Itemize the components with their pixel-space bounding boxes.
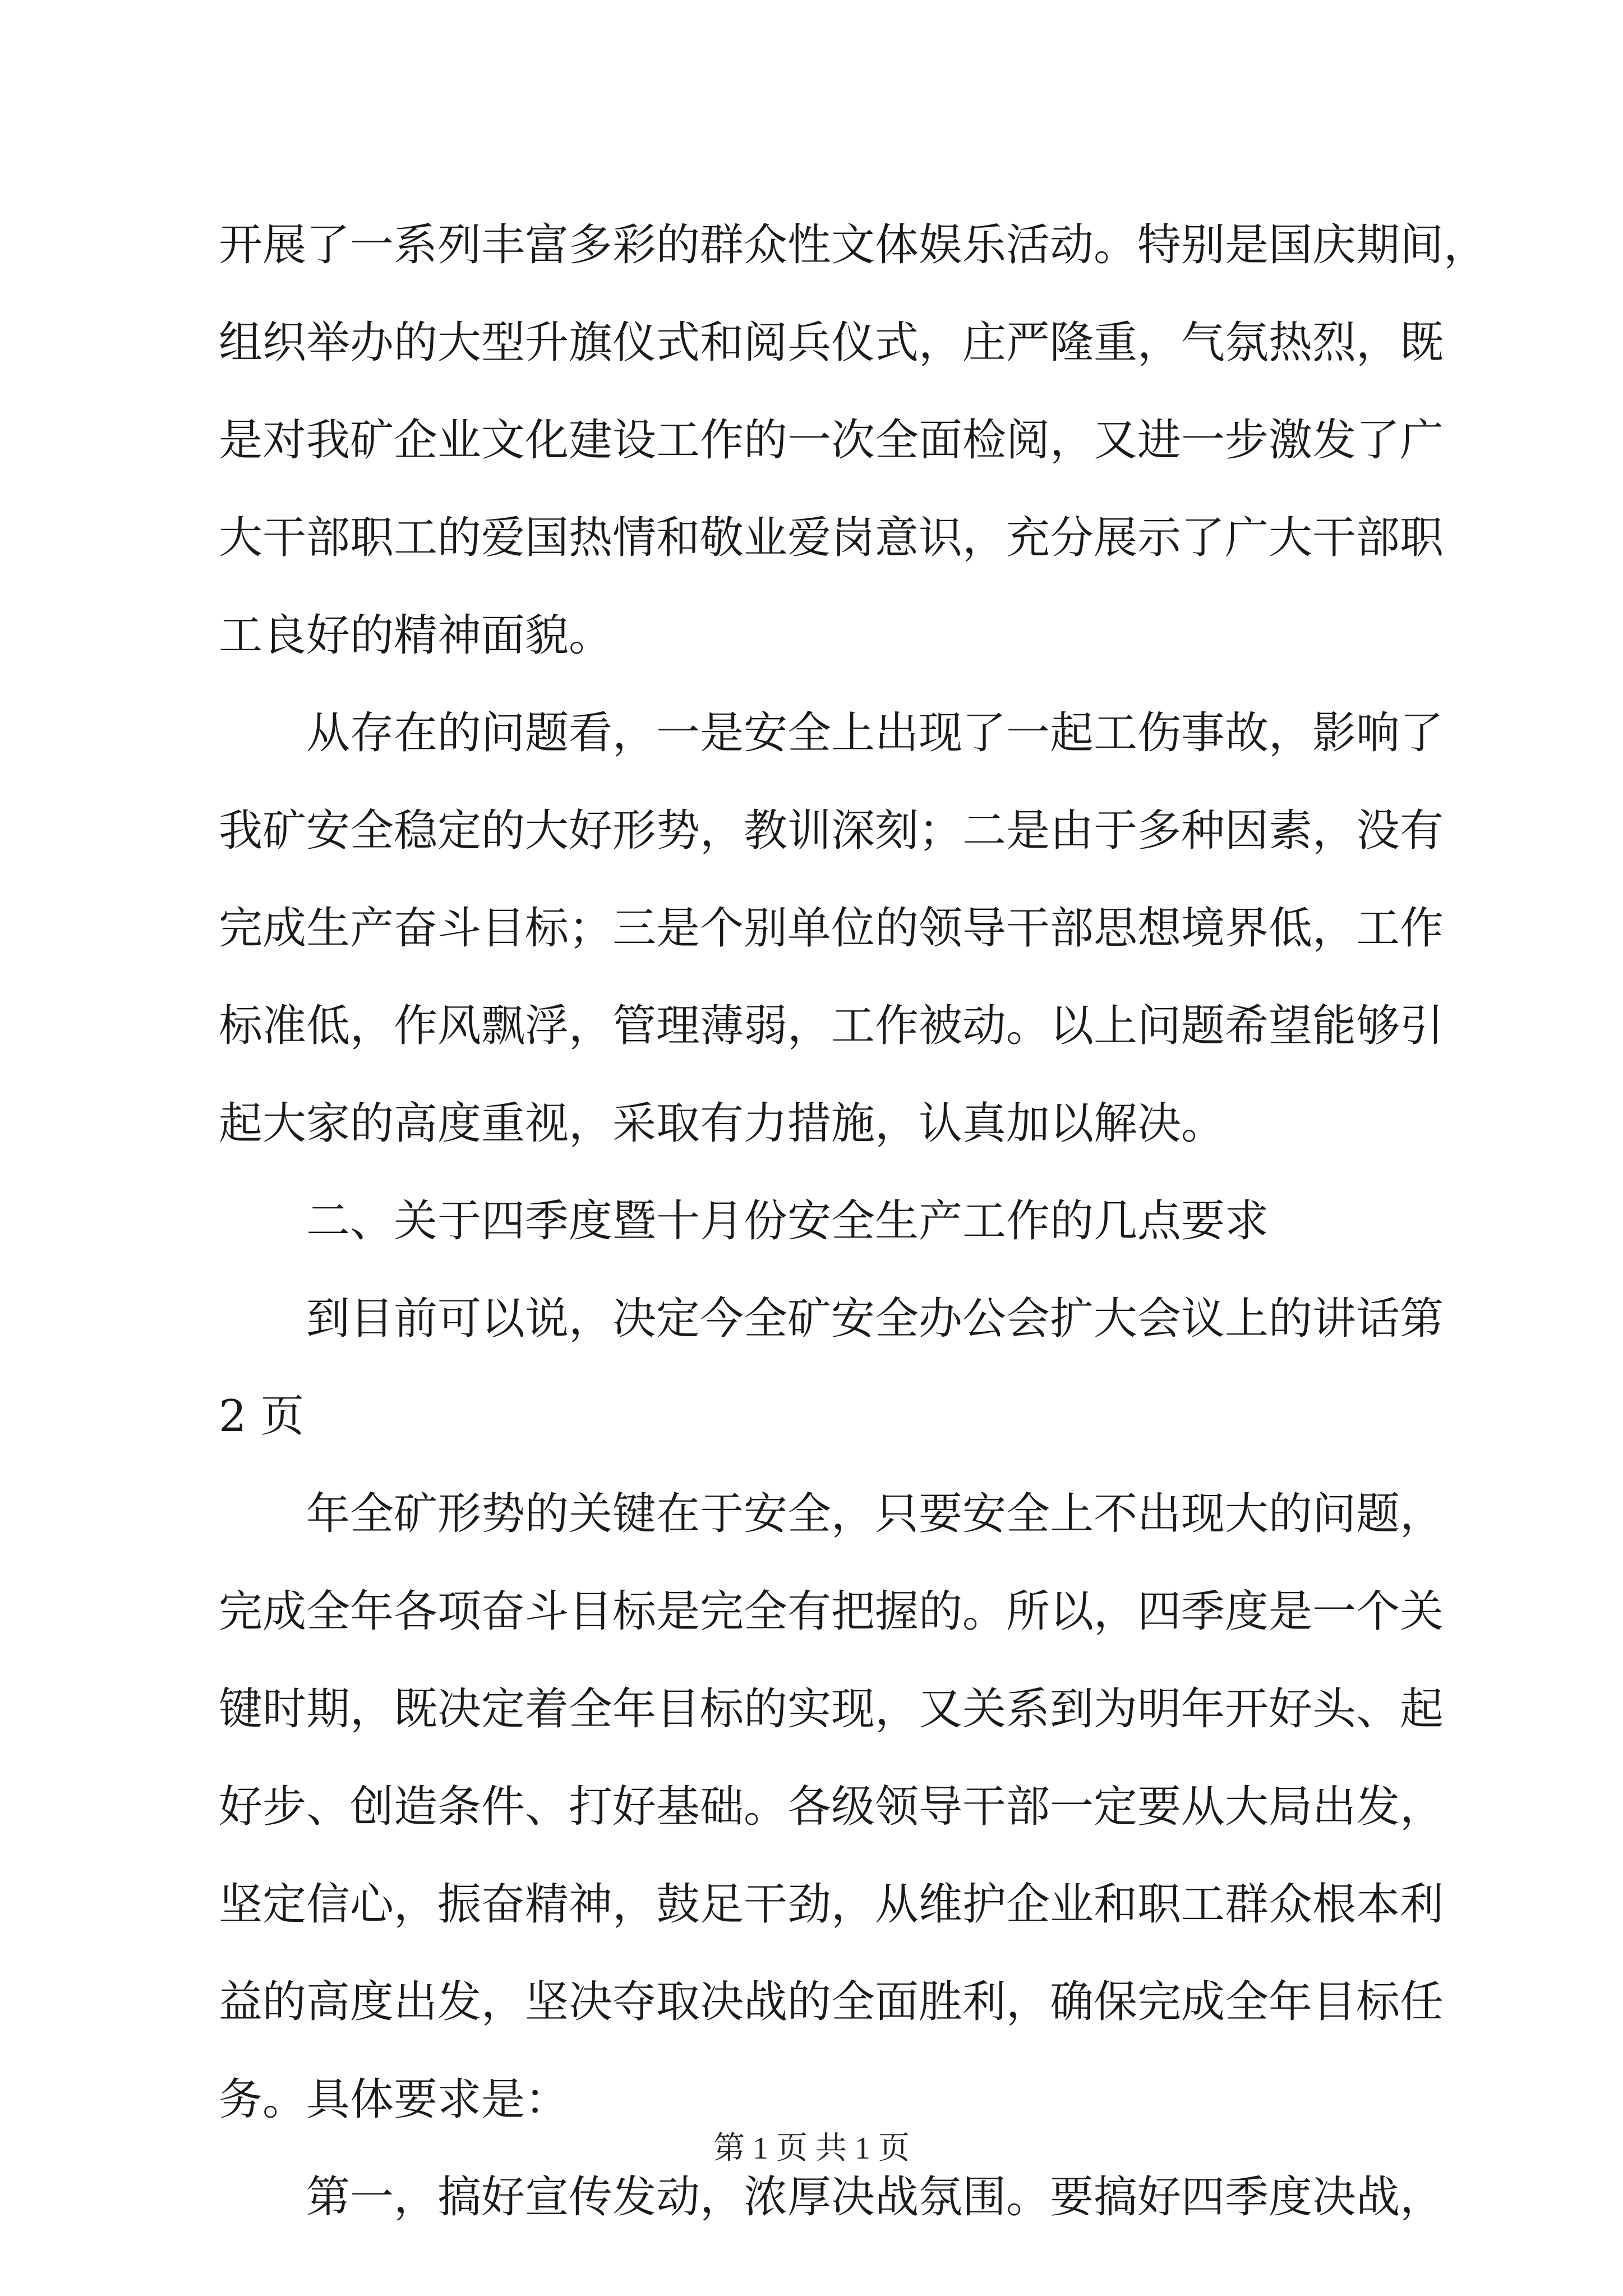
- text-line: 坚定信心，振奋精神，鼓足干劲，从维护企业和职工群众根本利: [219, 1879, 1444, 1930]
- text-line: 好步、创造条件、打好基础。各级领导干部一定要从大局出发，: [219, 1782, 1444, 1832]
- page-footer: 第 1 页 共 1 页: [713, 2131, 910, 2166]
- text-line: 大干部职工的爱国热情和敬业爱岗意识，充分展示了广大干部职: [219, 513, 1444, 563]
- paragraph: [219, 684, 1444, 1172]
- text-line: 组织举办的大型升旗仪式和阅兵仪式，庄严隆重，气氛热烈，既: [219, 318, 1444, 368]
- paragraph: [219, 196, 1488, 684]
- text-line: 二、关于四季度暨十月份安全生产工作的几点要求: [306, 1196, 1269, 1246]
- text-line: 第一，搞好宣传发动，浓厚决战氛围。要搞好四季度决战，: [306, 2172, 1444, 2223]
- text-line: 务。具体要求是：: [219, 2074, 569, 2125]
- text-line: 键时期，既决定着全年目标的实现，又关系到为明年开好头、起: [219, 1684, 1444, 1734]
- text-line: 益的高度出发，坚决夺取决战的全面胜利，确保完成全年目标任: [219, 1977, 1444, 2027]
- text-line: 完成生产奋斗目标；三是个别单位的领导干部思想境界低，工作: [219, 903, 1444, 954]
- text-line: 标准低，作风飘浮，管理薄弱，工作被动。以上问题希望能够引: [219, 1001, 1444, 1051]
- text-line: 开展了一系列丰富多彩的群众性文体娱乐活动。特别是国庆期间，: [219, 220, 1488, 270]
- text-line: 到目前可以说，决定今全矿安全办公会扩大会议上的讲话第: [306, 1294, 1444, 1344]
- paragraph: [219, 1172, 1419, 1270]
- paragraph: [219, 1465, 1444, 2148]
- text-line: 年全矿形势的关键在于安全，只要安全上不出现大的问题，: [306, 1489, 1444, 1539]
- text-line: 从存在的问题看，一是安全上出现了一起工伤事故，影响了: [306, 708, 1444, 758]
- text-line: 是对我矿企业文化建设工作的一次全面检阅，又进一步激发了广: [219, 415, 1444, 466]
- text-line: 2 页: [219, 1391, 305, 1442]
- text-line: 起大家的高度重视，采取有力措施，认真加以解决。: [219, 1098, 1225, 1149]
- document-body: [219, 196, 1488, 2246]
- paragraph: [219, 1270, 1444, 1465]
- text-line: 我矿安全稳定的大好形势，教训深刻；二是由于多种因素，没有: [219, 806, 1444, 856]
- text-line: 工良好的精神面貌。: [219, 610, 613, 661]
- text-line: 完成全年各项奋斗目标是完全有把握的。所以，四季度是一个关: [219, 1586, 1444, 1637]
